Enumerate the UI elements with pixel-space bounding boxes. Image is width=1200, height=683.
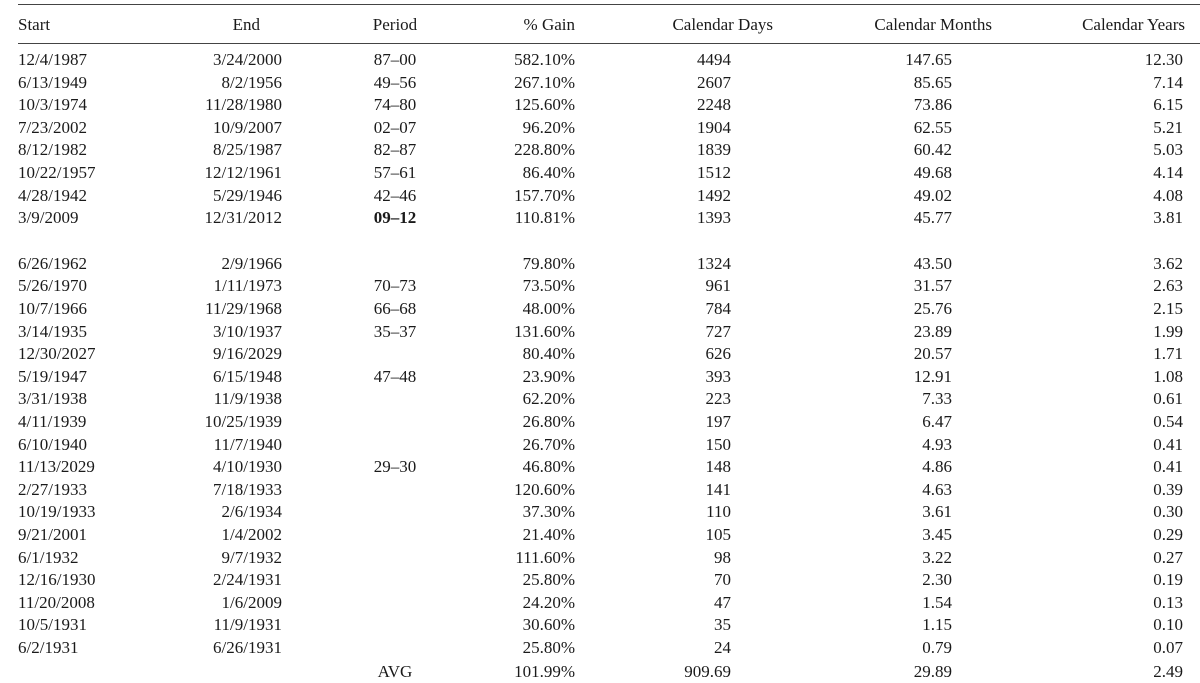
table-row [0,456,1200,478]
cell-gain: 25.80% [522,570,575,590]
cell-end: 9/7/1932 [221,547,282,567]
table-row [0,434,1200,456]
cell-start: 12/30/2027 [18,344,96,364]
cell-calendar-months: 1.54 [922,592,952,612]
cell-gain: 24.20% [522,592,575,612]
cell-calendar-days: 1324 [697,253,731,273]
cell-calendar-months: 7.33 [922,389,952,409]
cell-calendar-years: 4.08 [1153,185,1183,205]
cell-calendar-years: 0.61 [1153,389,1183,409]
table-row [0,49,1200,71]
table-row [0,72,1200,94]
cell-end: 11/9/1931 [213,615,282,635]
cell-gain: 120.60% [514,479,575,499]
cell-end: 11/29/1968 [205,299,282,318]
cell-end: 2/6/1934 [221,502,282,522]
cell-gain: 110.81% [514,208,575,228]
cell-calendar-months: 62.55 [913,117,952,137]
cell-calendar-days: 626 [705,344,731,364]
cell-gain: 48.00% [522,299,575,318]
cell-start: 6/26/1962 [18,253,87,273]
cell-calendar-months: 1.15 [922,615,952,635]
cell-calendar-days: 98 [714,547,731,567]
cell-calendar-days: 784 [705,299,731,318]
cell-period: 29–30 [373,457,417,477]
cell-gain: 86.40% [522,163,575,182]
table-row [0,479,1200,501]
cell-start: 10/5/1931 [18,615,87,635]
table-row [0,524,1200,546]
cell-period: 74–80 [373,95,417,115]
cell-calendar-days: 105 [705,525,731,544]
cell-start: 3/9/2009 [18,208,79,228]
cell-period: 66–68 [373,299,417,318]
cell-period: 87–00 [373,50,417,69]
cell-calendar-days: 150 [705,434,731,454]
cell-calendar-years: 2.15 [1153,299,1183,318]
cell-start: 3/31/1938 [18,389,87,409]
cell-end: 5/29/1946 [213,185,282,205]
cell-calendar-months: 2.30 [922,570,952,590]
cell-calendar-years: 4.14 [1153,163,1183,182]
cell-calendar-days: 148 [705,457,731,477]
avg-label: AVG [377,661,413,681]
cell-end: 8/25/1987 [213,140,282,160]
cell-calendar-days: 197 [705,412,731,431]
cell-start: 9/21/2001 [18,525,87,544]
avg-calendar-months: 29.89 [913,661,952,681]
header-calendar-months: Calendar Months [874,15,992,34]
cell-end: 1/4/2002 [221,525,282,544]
cell-start: 3/14/1935 [18,321,87,341]
table-row [0,411,1200,433]
table-row [0,253,1200,275]
cell-calendar-days: 1512 [697,163,731,182]
cell-gain: 30.60% [522,615,575,635]
cell-calendar-days: 727 [705,321,731,341]
cell-calendar-days: 70 [714,570,731,590]
cell-period: 70–73 [373,276,417,296]
cell-start: 12/16/1930 [18,570,96,590]
cell-end: 3/24/2000 [213,50,282,69]
cell-start: 7/23/2002 [18,117,87,137]
cell-start: 4/11/1939 [18,412,87,431]
cell-start: 10/19/1933 [18,502,96,522]
cell-calendar-years: 0.30 [1153,502,1183,522]
cell-start: 6/2/1931 [18,638,79,657]
table-row [0,614,1200,636]
cell-start: 6/1/1932 [18,547,79,567]
cell-calendar-years: 1.08 [1153,366,1183,386]
header-period: Period [372,15,418,34]
cell-calendar-days: 1393 [697,208,731,228]
cell-calendar-years: 0.41 [1153,434,1183,454]
cell-start: 8/12/1982 [18,140,87,160]
avg-calendar-days: 909.69 [684,661,731,681]
table-row [0,343,1200,365]
cell-end: 3/10/1937 [213,321,282,341]
cell-calendar-years: 0.41 [1153,457,1183,477]
cell-calendar-days: 1904 [697,117,731,137]
cell-calendar-years: 7.14 [1153,72,1183,92]
cell-start: 5/19/1947 [18,366,87,386]
cell-period: 09–12 [373,208,417,228]
cell-gain: 131.60% [514,321,575,341]
table-row [0,388,1200,410]
cell-calendar-years: 0.13 [1153,592,1183,612]
cell-end: 11/7/1940 [213,434,282,454]
table-row [0,366,1200,388]
cell-calendar-months: 85.65 [913,72,952,92]
cell-calendar-days: 223 [705,389,731,409]
cell-start: 4/28/1942 [18,185,87,205]
table-row [0,569,1200,591]
cell-end: 1/11/1973 [213,276,282,296]
cell-calendar-months: 6.47 [922,412,952,431]
cell-calendar-years: 0.29 [1153,525,1183,544]
cell-gain: 111.60% [515,547,575,567]
cell-end: 10/9/2007 [213,117,282,137]
cell-period: 82–87 [373,140,417,160]
cell-start: 12/4/1987 [18,50,87,69]
header-start: Start [18,15,51,34]
cell-calendar-years: 0.10 [1153,615,1183,635]
cell-end: 4/10/1930 [213,457,282,477]
table-row [0,547,1200,569]
cell-end: 11/28/1980 [205,95,282,115]
cell-calendar-years: 0.39 [1153,479,1183,499]
cell-start: 10/3/1974 [18,95,87,115]
cell-calendar-months: 73.86 [913,95,952,115]
cell-start: 6/10/1940 [18,434,87,454]
cell-calendar-months: 3.45 [922,525,952,544]
cell-gain: 62.20% [522,389,575,409]
cell-calendar-years: 0.07 [1153,638,1183,657]
cell-start: 11/13/2029 [18,457,95,477]
cell-calendar-days: 4494 [697,50,731,69]
cell-end: 2/24/1931 [213,570,282,590]
cell-calendar-years: 12.30 [1144,50,1183,69]
cell-gain: 37.30% [522,502,575,522]
cell-calendar-months: 31.57 [913,276,952,296]
header-calendar-days: Calendar Days [672,15,773,34]
cell-period: 49–56 [373,72,417,92]
cell-gain: 96.20% [522,117,575,137]
cell-gain: 157.70% [514,185,575,205]
cell-calendar-years: 3.81 [1153,208,1183,228]
avg-gain: 101.99% [514,661,575,681]
cell-gain: 73.50% [522,276,575,296]
cell-calendar-months: 60.42 [913,140,952,160]
cell-end: 8/2/1956 [221,72,282,92]
cell-calendar-months: 4.86 [922,457,952,477]
cell-gain: 79.80% [522,253,575,273]
cell-calendar-years: 3.62 [1153,253,1183,273]
cell-calendar-years: 0.27 [1153,547,1183,567]
cell-end: 2/9/1966 [221,253,282,273]
table-row [0,298,1200,320]
cell-calendar-months: 4.63 [922,479,952,499]
cell-gain: 21.40% [522,525,575,544]
cell-calendar-months: 23.89 [913,321,952,341]
cell-calendar-months: 3.61 [922,502,952,522]
cell-gain: 582.10% [514,50,575,69]
cell-gain: 46.80% [522,457,575,477]
cell-end: 7/18/1933 [213,479,282,499]
cell-period: 02–07 [373,117,417,137]
table-row [0,162,1200,184]
cell-calendar-days: 141 [705,479,731,499]
cell-end: 6/26/1931 [213,638,282,657]
cell-calendar-days: 1492 [697,185,731,205]
table-row [0,117,1200,139]
cell-period: 57–61 [373,163,417,182]
cell-end: 12/12/1961 [204,163,282,182]
cell-calendar-years: 5.21 [1153,117,1183,137]
table-row [0,501,1200,523]
avg-calendar-years: 2.49 [1153,661,1183,681]
cell-period: 47–48 [373,366,417,386]
cell-end: 10/25/1939 [204,412,282,431]
cell-calendar-days: 110 [706,502,731,522]
cell-calendar-years: 1.71 [1153,344,1183,364]
cell-calendar-months: 49.68 [913,163,952,182]
cell-calendar-months: 49.02 [913,185,952,205]
cell-gain: 228.80% [514,140,575,160]
cell-gain: 25.80% [522,638,575,657]
cell-calendar-days: 2248 [697,95,731,115]
header-calendar-years: Calendar Years [1082,15,1185,34]
cell-start: 5/26/1970 [18,276,87,296]
cell-end: 6/15/1948 [213,366,282,386]
cell-end: 9/16/2029 [213,344,282,364]
table-row [0,185,1200,207]
cell-calendar-months: 0.79 [922,638,952,657]
header-gain: % Gain [523,15,575,34]
table-row [0,207,1200,229]
cell-calendar-months: 20.57 [913,344,952,364]
cell-calendar-days: 35 [714,615,731,635]
table-row [0,321,1200,343]
top-rule [18,4,1200,5]
cell-calendar-years: 0.19 [1153,570,1183,590]
cell-calendar-months: 4.93 [922,434,952,454]
header-rule [18,43,1200,44]
cell-start: 6/13/1949 [18,72,87,92]
table-row [0,275,1200,297]
cell-period: 42–46 [373,185,417,205]
cell-end: 1/6/2009 [221,592,282,612]
cell-calendar-months: 147.65 [905,50,952,69]
cell-gain: 125.60% [514,95,575,115]
cell-start: 10/22/1957 [18,163,96,182]
cell-end: 11/9/1938 [213,389,282,409]
cell-start: 2/27/1933 [18,479,87,499]
cell-period: 35–37 [373,321,417,341]
cell-calendar-days: 393 [705,366,731,386]
table-row [0,94,1200,116]
cell-calendar-years: 6.15 [1153,95,1183,115]
cell-gain: 80.40% [522,344,575,364]
cell-start: 10/7/1966 [18,299,87,318]
cell-gain: 26.70% [522,434,575,454]
cell-calendar-days: 24 [714,638,731,657]
header-end: End [232,15,260,34]
cell-calendar-years: 0.54 [1153,412,1183,431]
cell-calendar-days: 1839 [697,140,731,160]
table-row [0,637,1200,659]
cell-calendar-months: 25.76 [913,299,952,318]
table-row [0,592,1200,614]
cell-calendar-months: 45.77 [913,208,952,228]
cell-gain: 26.80% [522,412,575,431]
cell-gain: 267.10% [514,72,575,92]
cell-calendar-days: 961 [705,276,731,296]
cell-start: 11/20/2008 [18,592,95,612]
cell-calendar-years: 2.63 [1153,276,1183,296]
cell-calendar-years: 1.99 [1153,321,1183,341]
cell-gain: 23.90% [522,366,575,386]
cell-calendar-years: 5.03 [1153,140,1183,160]
cell-calendar-months: 12.91 [913,366,952,386]
cell-end: 12/31/2012 [204,208,282,228]
cell-calendar-days: 2607 [697,72,731,92]
table-row [0,139,1200,161]
cell-calendar-months: 43.50 [913,253,952,273]
cell-calendar-days: 47 [714,592,731,612]
cell-calendar-months: 3.22 [922,547,952,567]
average-row [0,661,1200,683]
